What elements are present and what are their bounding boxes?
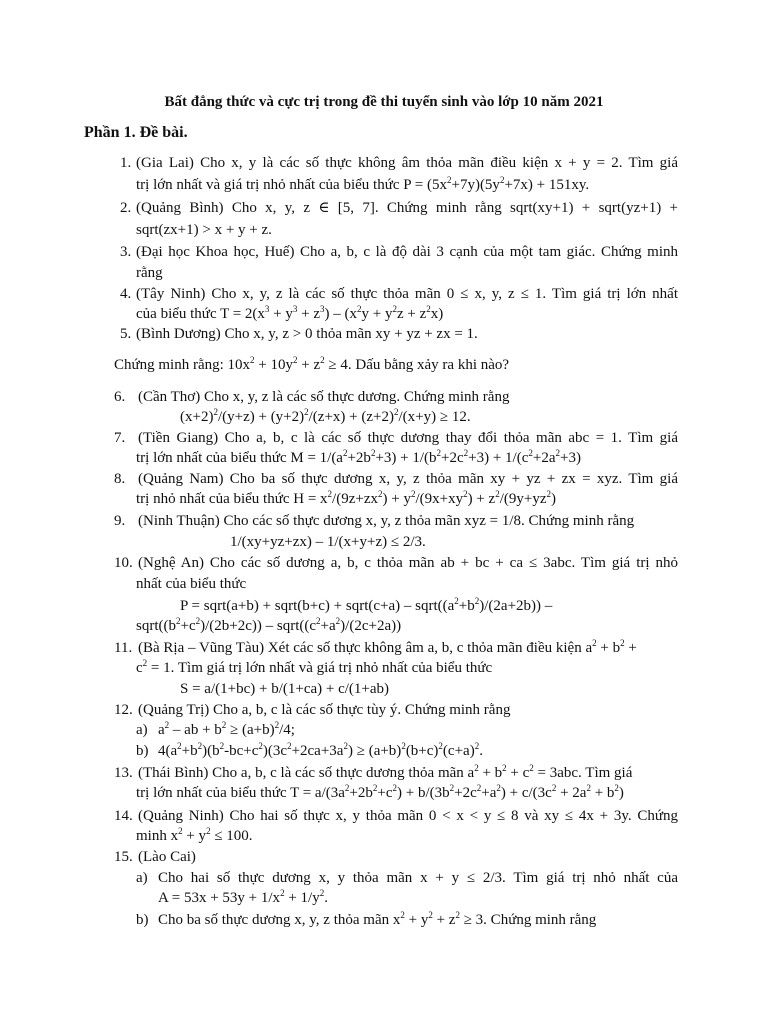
problem-number: 1. (120, 155, 132, 171)
problem-10-line-4: $sqrt((b^2+c^2)/(2b+2c))$ – $sqrt((c^2+a^2)/(2c+2a))$ (136, 616, 402, 634)
sub-label: a) (136, 870, 148, 886)
problem-15a-line-1: Cho hai số thực dương x, y thỏa mãn x + y ≤ 2/3. Tìm giá trị nhỏ nhất của (158, 870, 678, 886)
problem-number: 11. (114, 640, 133, 656)
problem-3-line-1: (Đại học Khoa học, Huế) Cho a, b, c là độ dài 3 cạnh của một tam giác. Chứng minh (136, 244, 678, 260)
document-title: Bất đẳng thức và cực trị trong đề thi tuyển sinh vào lớp 10 năm 2021 (164, 94, 604, 110)
problem-13-line-1: (Thái Bình) Cho a, b, c là các số thực dương thỏa mãn $a^2 + b^2 + c^2 = 3abc$. Tìm giá (138, 763, 633, 781)
problem-6-line-1: (Cần Thơ) Cho x, y, z là các số thực dương. Chứng minh rằng (138, 389, 510, 405)
problem-number: 13. (114, 765, 133, 781)
section-heading: Phần 1. Đề bài. (84, 124, 188, 141)
problem-12-line-1: (Quảng Trị) Cho a, b, c là các số thực tùy ý. Chứng minh rằng (138, 702, 511, 718)
problem-14-line-2: minh $x^2 + y^2 \le 100$. (136, 826, 253, 844)
problem-12a: $a^2$ – ab + $b^2 \ge (a+b)^2/4$; (158, 720, 295, 738)
problem-4-line-1: (Tây Ninh) Cho x, y, z là các số thực thỏa mãn 0 ≤ x, y, z ≤ 1. Tìm giá trị lớn nhất (136, 286, 678, 302)
sub-label: a) (136, 722, 148, 738)
problem-number: 7. (114, 430, 126, 446)
problem-number: 8. (114, 471, 126, 487)
problem-15a-line-2: $A = 53x + 53y + 1/x^2 + 1/y^2$. (158, 888, 328, 906)
problem-12b: $4(a^2+b^2)(b^2-bc+c^2)(3c^2+2ca+3a^2) \ge (a+b)^2(b+c)^2(c+a)^2$. (158, 741, 483, 759)
sub-label: b) (136, 912, 149, 928)
problem-1-line-1: (Gia Lai) Cho x, y là các số thực không âm thỏa mãn điều kiện x + y = 2. Tìm giá (136, 155, 678, 171)
problem-10-line-3: P = sqrt(a+b) + sqrt(b+c) + sqrt(c+a) – $sqrt((a^2+b^2)/(2a+2b))$ – (180, 596, 553, 614)
problem-1-line-2: trị lớn nhất và giá trị nhỏ nhất của biểu thức $P = (5x^2+7y)(5y^2+7x) + 151xy$. (136, 175, 590, 193)
problem-15-line-1: (Lào Cai) (138, 849, 196, 865)
problem-number: 14. (114, 808, 133, 824)
problem-number: 3. (120, 244, 132, 260)
problem-8-line-1: (Quảng Nam) Cho ba số thực dương x, y, z thỏa mãn xy + yz + zx = xyz. Tìm giá (138, 471, 678, 487)
problem-5-line-1: (Bình Dương) Cho x, y, z > 0 thỏa mãn xy + yz + zx = 1. (136, 326, 478, 342)
problem-number: 12. (114, 702, 133, 718)
problem-11-line-2: $c^2 = 1$. Tìm giá trị lớn nhất và giá trị nhỏ nhất của biểu thức (136, 658, 493, 676)
problem-11-line-1: (Bà Rịa – Vũng Tàu) Xét các số thực không âm a, b, c thỏa mãn điều kiện $a^2 + b^2$ + (138, 638, 637, 656)
problem-4-line-2: của biểu thức $T = 2(x^3 + y^3 + z^3) - (x^2y + y^2z + z^2x)$ (136, 304, 444, 322)
problem-9-line-2: 1/(xy+yz+zx) – 1/(x+y+z) ≤ 2/3. (230, 534, 426, 550)
problem-number: 10. (114, 555, 133, 571)
sub-label: b) (136, 743, 149, 759)
problem-7-line-1: (Tiền Giang) Cho a, b, c là các số thực dương thay đổi thỏa mãn abc = 1. Tìm giá (138, 430, 678, 446)
problem-3-line-2: rằng (136, 265, 163, 281)
problem-number: 6. (114, 389, 126, 405)
problem-number: 5. (120, 326, 132, 342)
problem-6-line-2: $(x+2)^2/(y+z) + (y+2)^2/(z+x) + (z+2)^2/(x+y) \ge 12$. (180, 407, 471, 425)
problem-11-line-3: S = a/(1+bc) + b/(1+ca) + c/(1+ab) (180, 681, 390, 697)
problem-10-line-1: (Nghệ An) Cho các số dương a, b, c thỏa mãn ab + bc + ca ≤ 3abc. Tìm giá trị nhỏ (138, 555, 678, 571)
problem-5-line-2: Chứng minh rằng: $10x^2 + 10y^2 + z^2 \ge 4$. Dấu bằng xảy ra khi nào? (114, 355, 510, 373)
problem-number: 9. (114, 513, 126, 529)
problem-2-line-1: (Quảng Bình) Cho x, y, z ∈ [5, 7]. Chứng minh rằng sqrt(xy+1) + sqrt(yz+1) + (136, 200, 678, 216)
problem-8-line-2: trị nhỏ nhất của biểu thức $H = x^2/(9z+zx^2) + y^2/(9x+xy^2) + z^2/(9y+yz^2)$ (136, 489, 556, 507)
problem-9-line-1: (Ninh Thuận) Cho các số thực dương x, y, z thỏa mãn xyz = 1/8. Chứng minh rằng (138, 513, 635, 529)
problem-number: 4. (120, 286, 132, 302)
problem-14-line-1: (Quảng Ninh) Cho hai số thực x, y thỏa mãn 0 < x < y ≤ 8 và xy ≤ 4x + 3y. Chứng (138, 808, 678, 824)
problem-2-line-2: sqrt(zx+1) > x + y + z. (136, 222, 272, 238)
problem-15b: Cho ba số thực dương x, y, z thỏa mãn $x^2 + y^2 + z^2 \ge 3$. Chứng minh rằng (158, 910, 597, 928)
problem-number: 2. (120, 200, 132, 216)
problem-10-line-2: nhất của biểu thức (136, 576, 247, 592)
problem-13-line-2: trị lớn nhất của biểu thức $T = a/(3a^2+2b^2+c^2) + b/(3b^2+2c^2+a^2) + c/(3c^2 + 2a^2 + b^2)$ (136, 783, 624, 801)
problem-7-line-2: trị lớn nhất của biểu thức $M = 1/(a^2+2b^2+3) + 1/(b^2+2c^2+3) + 1/(c^2+2a^2+3)$ (136, 448, 581, 466)
problem-number: 15. (114, 849, 133, 865)
